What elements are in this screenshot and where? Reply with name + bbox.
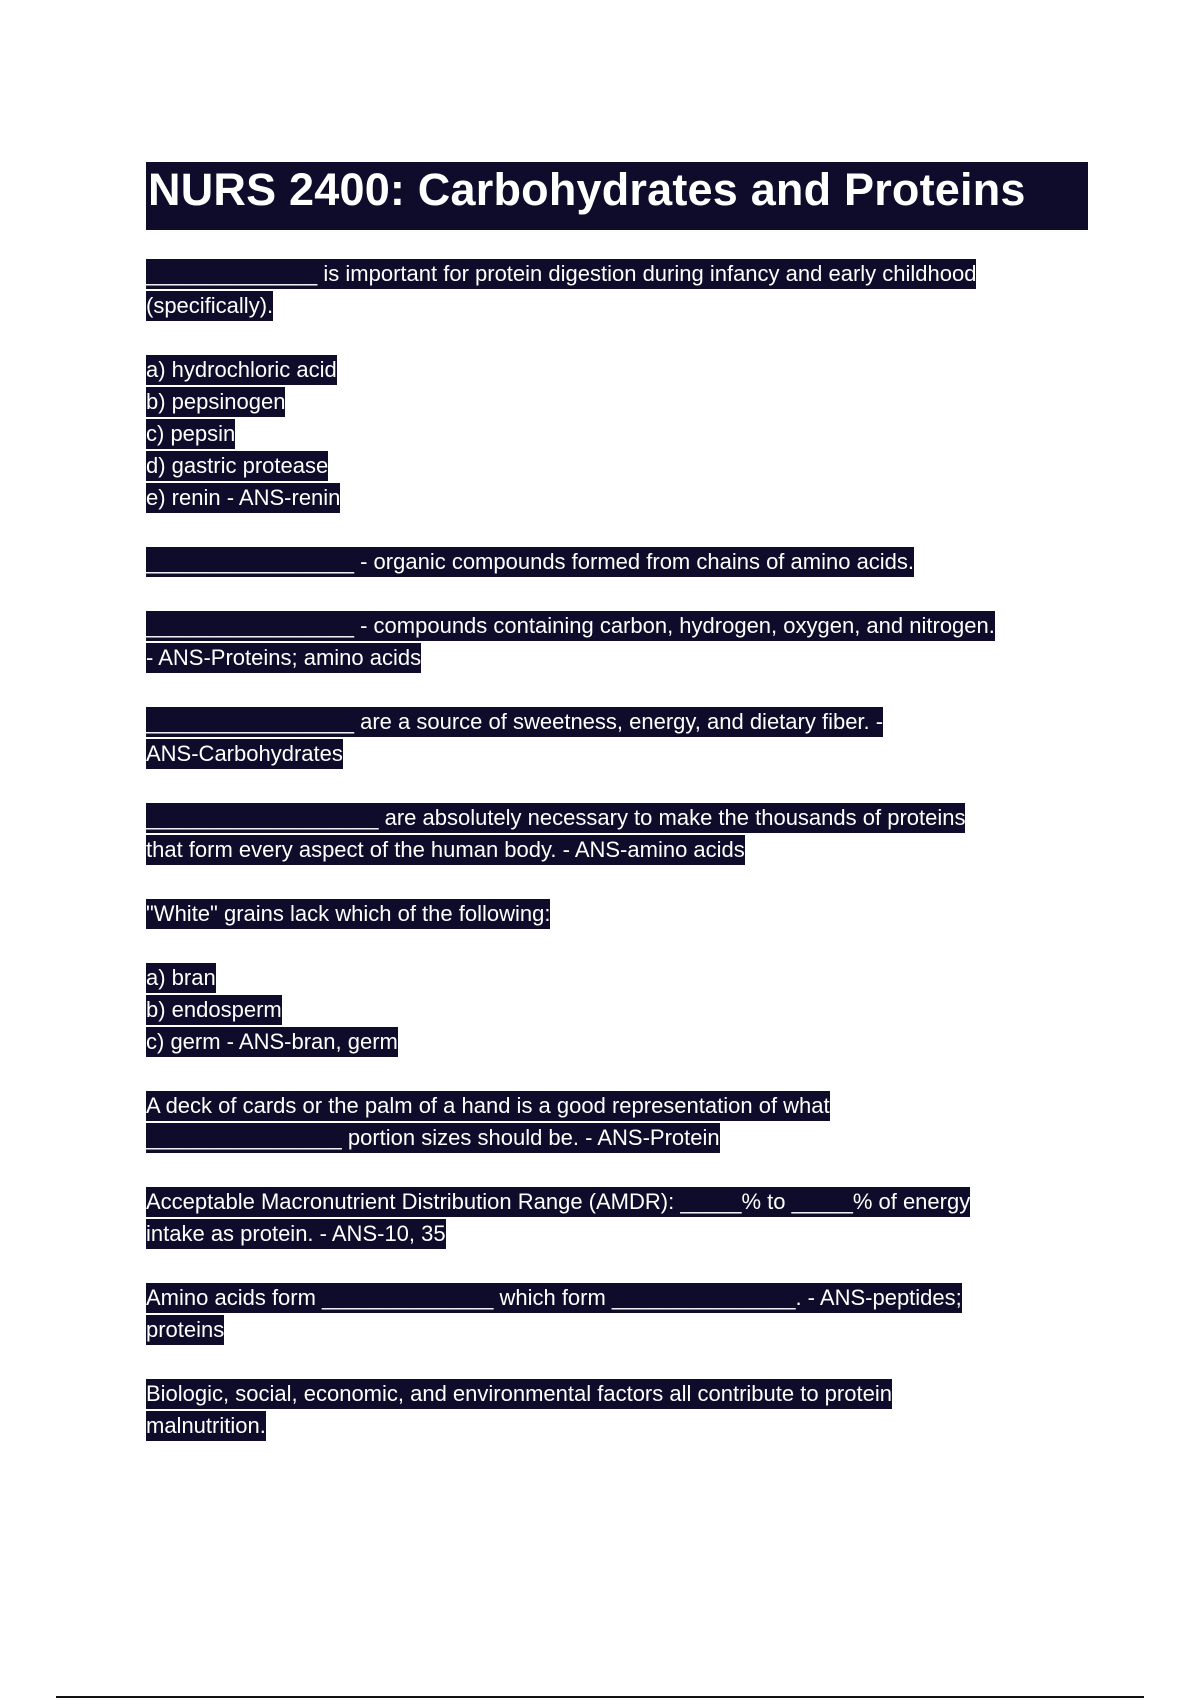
text-block [146,354,1086,514]
highlighted-text: proteins [146,1315,224,1345]
text-block [146,962,1086,1058]
highlighted-text: c) pepsin [146,419,235,449]
highlighted-text: c) germ - ANS-bran, germ [146,1027,398,1057]
text-block [146,258,1086,322]
highlighted-text: that form every aspect of the human body. - ANS-amino acids [146,835,745,865]
text-line [146,898,1086,930]
highlighted-text: intake as protein. - ANS-10, 35 [146,1219,446,1249]
highlighted-text: ANS-Carbohydrates [146,739,343,769]
text-block [146,802,1086,866]
text-line [146,1218,1086,1250]
highlighted-text: _________________ are a source of sweetness, energy, and dietary fiber. - [146,707,883,737]
highlighted-text: d) gastric protease [146,451,328,481]
title-banner [146,162,1088,230]
text-line [146,994,1086,1026]
text-line [146,418,1086,450]
text-line [146,386,1086,418]
highlighted-text: A deck of cards or the palm of a hand is a good representation of what [146,1091,830,1121]
text-line [146,290,1086,322]
text-line [146,962,1086,994]
highlighted-text: - ANS-Proteins; amino acids [146,643,421,673]
text-block [146,898,1086,930]
highlighted-text: a) bran [146,963,216,993]
text-line [146,546,1086,578]
text-block [146,1378,1086,1442]
text-line [146,354,1086,386]
highlighted-text: b) pepsinogen [146,387,285,417]
highlighted-text: b) endosperm [146,995,282,1025]
text-line [146,258,1086,290]
highlighted-text: ___________________ are absolutely necessary to make the thousands of proteins [146,803,965,833]
highlighted-text: ______________ is important for protein digestion during infancy and early childhood [146,259,976,289]
text-line [146,482,1086,514]
text-block [146,1186,1086,1250]
text-line [146,738,1086,770]
text-line [146,1314,1086,1346]
footer-divider [56,1696,1144,1698]
highlighted-text: (specifically). [146,291,273,321]
highlighted-text: _________________ - compounds containing carbon, hydrogen, oxygen, and nitrogen. [146,611,995,641]
text-line [146,1378,1086,1410]
highlighted-text: Amino acids form ______________ which form _______________. - ANS-peptides; [146,1283,962,1313]
text-block [146,546,1086,578]
text-block [146,1090,1086,1154]
highlighted-text: _________________ - organic compounds formed from chains of amino acids. [146,547,914,577]
document-body [146,258,1086,1474]
text-line [146,1122,1086,1154]
highlighted-text: e) renin - ANS-renin [146,483,340,513]
text-line [146,1186,1086,1218]
highlighted-text: malnutrition. [146,1411,266,1441]
page-title: NURS 2400: Carbohydrates and Proteins [148,164,1026,215]
highlighted-text: a) hydrochloric acid [146,355,337,385]
text-line [146,450,1086,482]
highlighted-text: Acceptable Macronutrient Distribution Range (AMDR): _____% to _____% of energy [146,1187,970,1217]
text-line [146,706,1086,738]
highlighted-text: "White" grains lack which of the following: [146,899,550,929]
text-block [146,610,1086,674]
text-line [146,610,1086,642]
text-line [146,642,1086,674]
text-line [146,1026,1086,1058]
text-line [146,1282,1086,1314]
text-block [146,1282,1086,1346]
highlighted-text: ________________ portion sizes should be. - ANS-Protein [146,1123,720,1153]
text-line [146,1410,1086,1442]
highlighted-text: Biologic, social, economic, and environmental factors all contribute to protein [146,1379,892,1409]
text-line [146,834,1086,866]
text-block [146,706,1086,770]
text-line [146,802,1086,834]
text-line [146,1090,1086,1122]
